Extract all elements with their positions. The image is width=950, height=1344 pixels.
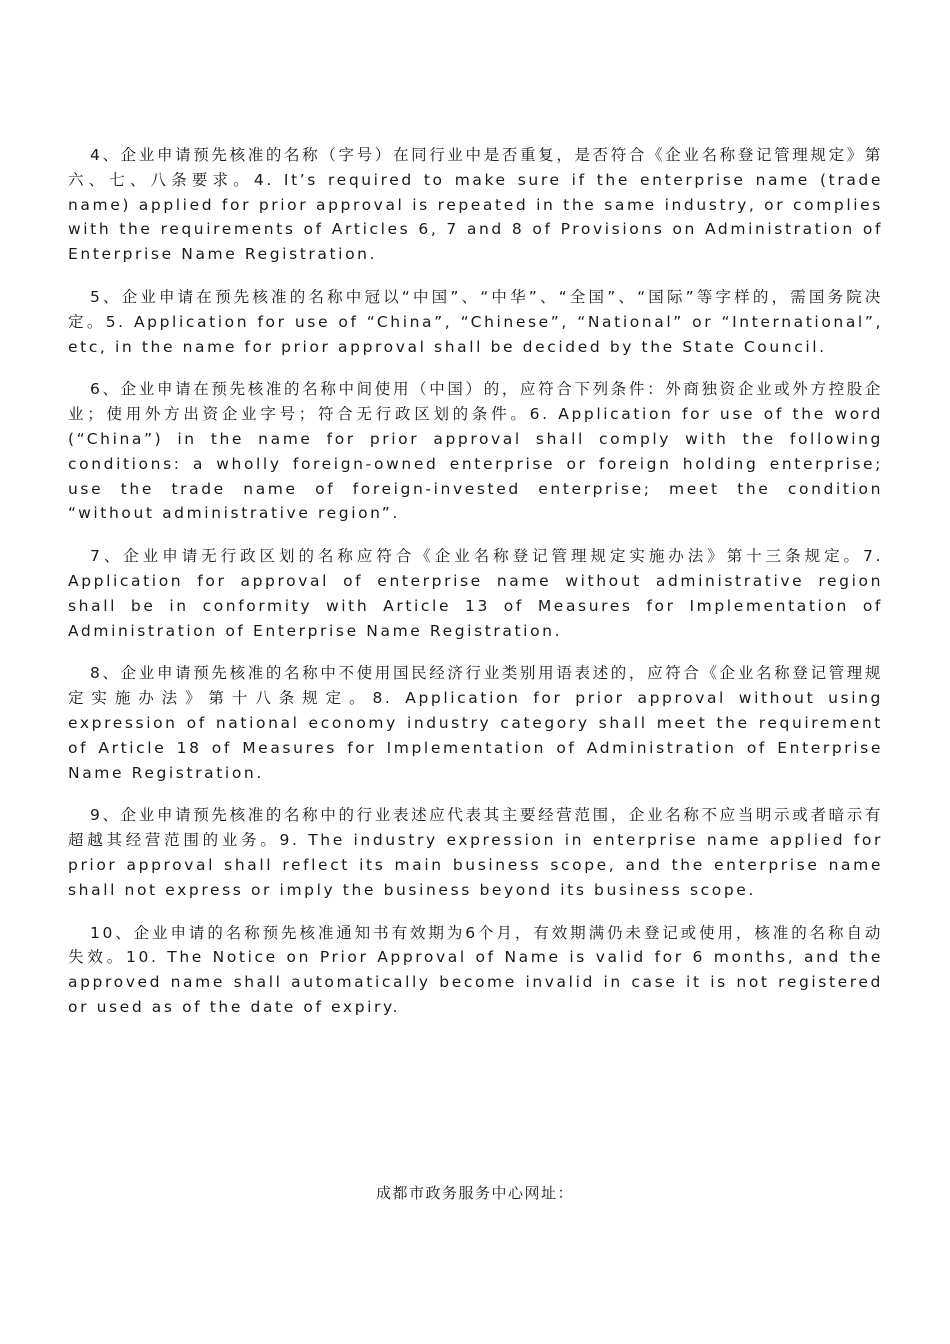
paragraph-item-10: 10、企业申请的名称预先核准通知书有效期为6个月，有效期满仍未登记或使用，核准的名称自动失效。10. The Notice on Prior Approval of Name is valid for 6 months, and the approved name shall automatically become invalid in case it is not registered or used as of the date of expiry. [68, 923, 883, 1016]
paragraph-item-4: 4、企业申请预先核准的名称（字号）在同行业中是否重复，是否符合《企业名称登记管理规定》第六、七、八条要求。4. It’s required to make sure if the enterprise name (trade name) applied for prior approval is repeated in the same industry, or complies with the requirements of Articles 6, 7 and 8 of Provisions on Administration of Enterprise Name Registration. [68, 146, 883, 264]
website-label: 成都市政务服务中心网址： [375, 1184, 574, 1202]
document-body [68, 143, 883, 1038]
paragraph-item-8: 8、企业申请预先核准的名称中不使用国民经济行业类别用语表述的，应符合《企业名称登记管理规定实施办法》第十八条规定。8. Application for prior approval without using expression of national economy industry category shall meet the requirement of Article 18 of Measures for Implementation of Administration of Enterprise Name Registration. [68, 664, 883, 782]
paragraph-item-9: 9、企业申请预先核准的名称中的行业表述应代表其主要经营范围，企业名称不应当明示或者暗示有超越其经营范围的业务。9. The industry expression in enterprise name applied for prior approval shall reflect its main business scope, and the enterprise name shall not express or imply the business beyond its business scope. [68, 806, 883, 899]
paragraph-item-5: 5、企业申请在预先核准的名称中冠以“中国”、“中华”、“全国”、“国际”等字样的，需国务院决定。5. Application for use of “China”, “Chinese”, “National” or “International”, etc, in the name for prior approval shall be decided by the State Council. [68, 287, 883, 356]
paragraph-item-7: 7、企业申请无行政区划的名称应符合《企业名称登记管理规定实施办法》第十三条规定。7. Application for approval of enterprise name without administrative region shall be in conformity with Article 13 of Measures for Implementation of Administration of Enterprise Name Registration. [68, 547, 883, 640]
paragraph-item-6: 6、企业申请在预先核准的名称中间使用（中国）的，应符合下列条件：外商独资企业或外方控股企业；使用外方出资企业字号；符合无行政区划的条件。6. Application for use of the word (“China”) in the name for prior approval shall comply with the following conditions: a wholly foreign-owned enterprise or foreign holding enterprise; use the trade name of foreign-invested enterprise; meet the condition “without administrative region”. [68, 380, 883, 523]
